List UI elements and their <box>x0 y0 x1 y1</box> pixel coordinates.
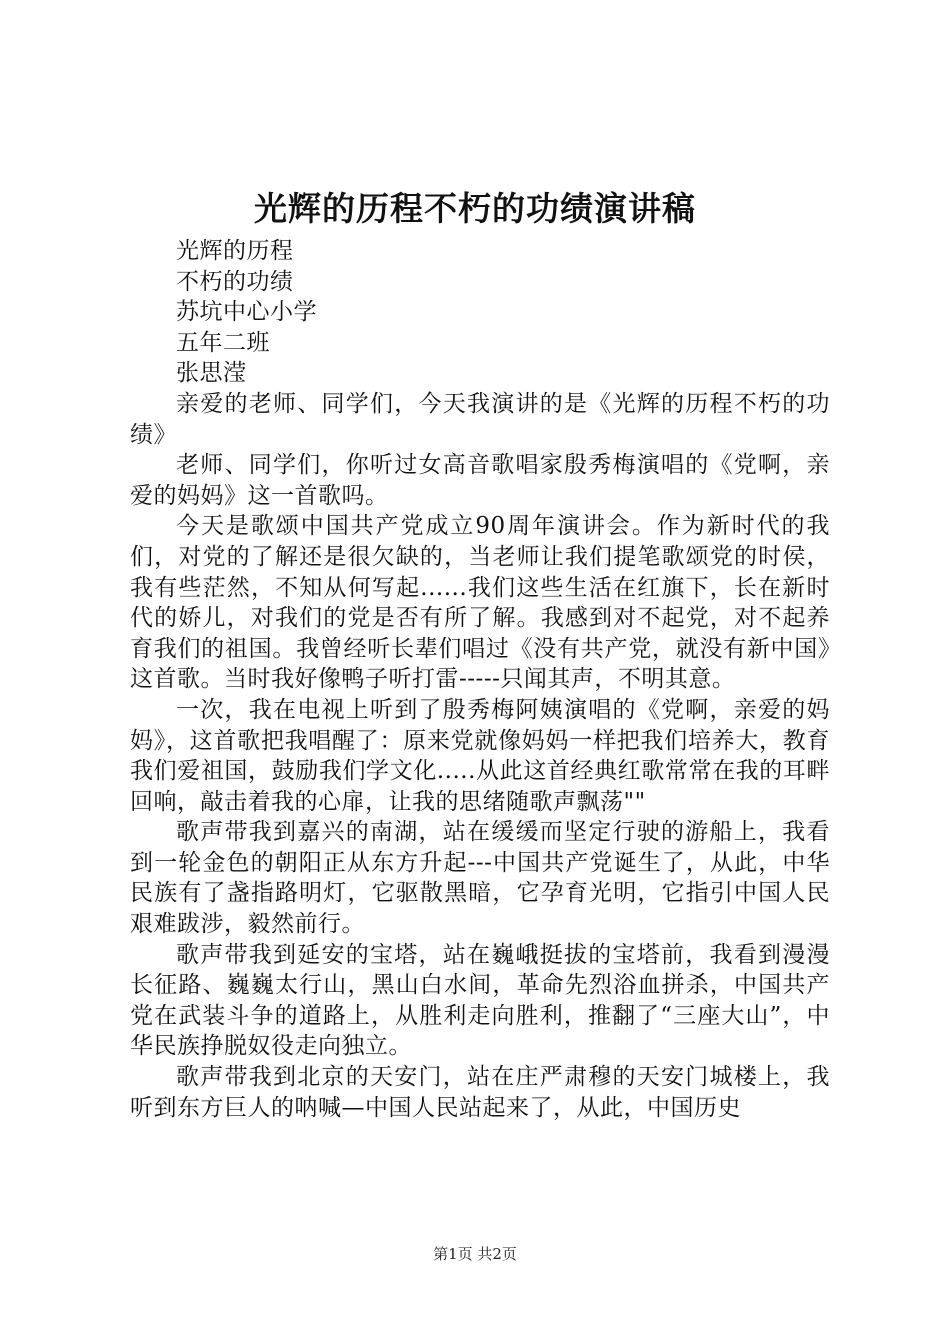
paragraph: 老师、同学们，你听过女高音歌唱家殷秀梅演唱的《党啊，亲爱的妈妈》这一首歌吗。 <box>130 452 830 509</box>
document-title: 光辉的历程不朽的功绩演讲稿 <box>254 189 696 228</box>
paragraph: 五年二班 <box>176 329 270 356</box>
paragraph: 苏坑中心小学 <box>176 299 317 326</box>
paragraph: 不朽的功绩 <box>176 268 294 295</box>
paragraph: 歌声带我到延安的宝塔，站在巍峨挺拔的宝塔前，我看到漫漫长征路、巍巍太行山，黑山白水间，革命先烈浴血拼杀，中国共产党在武装斗争的道路上，从胜利走向胜利，推翻了“三座大山”，中华民族挣脱奴役走向独立。 <box>130 941 830 1060</box>
document-body <box>130 236 830 1123</box>
paragraph: 歌声带我到嘉兴的南湖，站在缓缓而坚定行驶的游船上，我看到一轮金色的朝阳正从东方升起---中国共产党诞生了，从此，中华民族有了盏指路明灯，它驱散黑暗，它孕育光明，它指引中国人民艰难跋涉，毅然前行。 <box>130 819 830 938</box>
paragraph: 光辉的历程 <box>176 238 294 264</box>
paragraph: 歌声带我到北京的天安门，站在庄严肃穆的天安门城楼上，我听到东方巨人的呐喊—中国人民站起来了，从此，中国历史 <box>130 1064 830 1121</box>
paragraph: 亲爱的老师、同学们，今天我演讲的是《光辉的历程不朽的功绩》 <box>130 390 830 448</box>
paragraph: 张思滢 <box>176 360 247 387</box>
paragraph: 今天是歌颂中国共产党成立90周年演讲会。作为新时代的我们，对党的了解还是很欠缺的，当老师让我们提笔歌颂党的时侯，我有些茫然，不知从何写起......我们这些生活在红旗下，长在新时代的娇儿，对我们的党是否有所了解。我感到对不起党，对不起养育我们的祖国。我曾经听长辈们唱过《没有共产党，就没有新中国》这首歌。当时我好像鸭子听打雷-----只闻其声，不明其意。 <box>130 513 830 693</box>
page-footer: 第1页 共2页 <box>433 1245 517 1263</box>
paragraph: 一次，我在电视上听到了殷秀梅阿姨演唱的《党啊，亲爱的妈妈》，这首歌把我唱醒了：原来党就像妈妈一样把我们培养大，教育我们爱祖国，鼓励我们学文化.....从此这首经典红歌常常在我的耳畔回响，敲击着我的心扉，让我的思绪随歌声飘荡"" <box>130 696 830 815</box>
